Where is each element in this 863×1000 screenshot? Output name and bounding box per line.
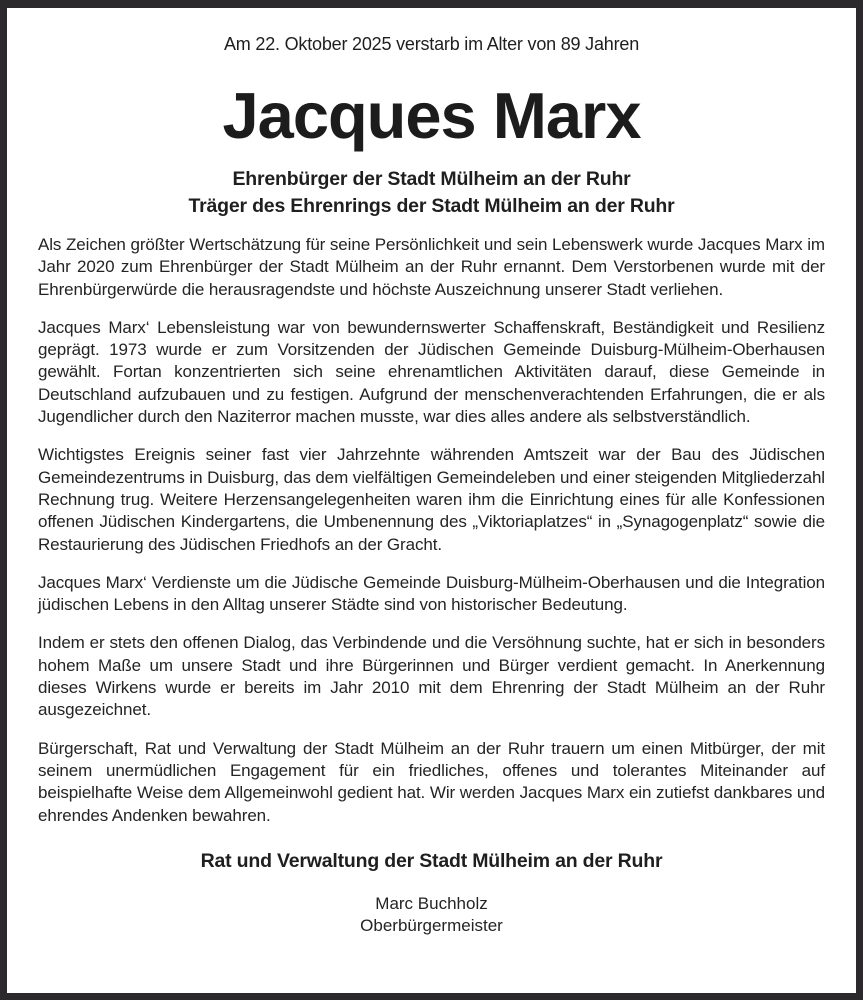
- signature-name: Marc Buchholz: [375, 893, 488, 913]
- honor-line-ring: Träger des Ehrenrings der Stadt Mülheim an der Ruhr: [188, 195, 675, 217]
- signature-block: [7, 893, 856, 938]
- honors-block: [7, 166, 856, 220]
- obituary-paragraph-6: Bürgerschaft, Rat und Verwaltung der Stadt Mülheim an der Ruhr trauern um einen Mitbürger, der mit seinem unermüdlichen Engagement für ein friedliches, offenes und tolerantes Miteinander auf beispielhafte Weise dem Allgemeinwohl gedient hat. Wir werden Jacques Marx ein zutiefst dankbares und ehrendes Andenken bewahren.: [38, 738, 825, 825]
- obituary-paragraph-4: Jacques Marx‘ Verdienste um die Jüdische Gemeinde Duisburg-Mülheim-Oberhausen und die Integration jüdischen Lebens in den Alltag unserer Städte sind von historischer Bedeutung.: [38, 572, 825, 615]
- obituary-paragraph-5: Indem er stets den offenen Dialog, das Verbindende und die Versöhnung suchte, hat er sich in besonders hohem Maße um unsere Stadt und ihre Bürgerinnen und Bürger verdient gemacht. In Anerkennung dieses Wirkens wurde er bereits im Jahr 2010 mit dem Ehrenring der Stadt Mülheim an der Ruhr ausgezeichnet.: [38, 633, 825, 720]
- obituary-paragraph-2: Jacques Marx‘ Lebensleistung war von bewundernswerter Schaffenskraft, Beständigkeit und Resilienz geprägt. 1973 wurde er zum Vorsitzenden der Jüdischen Gemeinde Duisburg-Mülheim-Oberhausen gewählt. Fortan konzentrierten sich seine ehrenamtlichen Aktivitäten darauf, diese Gemeinde in Deutschland aufzubauen und zu festigen. Aufgrund der menschenverachtenden Erfahrungen, die er als Jugendlicher durch den Naziterror machen musste, war dies alles andere als selbstverständlich.: [38, 317, 825, 427]
- death-date-line: Am 22. Oktober 2025 verstarb im Alter von 89 Jahren: [223, 34, 639, 54]
- deceased-name: Jacques Marx: [222, 79, 641, 152]
- honor-line-citizen: Ehrenbürger der Stadt Mülheim an der Ruhr: [232, 168, 631, 190]
- obituary-paragraph-1: Als Zeichen größter Wertschätzung für seine Persönlichkeit und sein Lebenswerk wurde Jacques Marx im Jahr 2020 zum Ehrenbürger der Stadt Mülheim an der Ruhr ernannt. Dem Verstorbenen wurde mit der Ehrenbürgerwürde die herausragendste und höchste Auszeichnung unserer Stadt verliehen.: [38, 235, 825, 299]
- obituary-paragraph-3: Wichtigstes Ereignis seiner fast vier Jahrzehnte währenden Amtszeit war der Bau des Jüdischen Gemeindezentrums in Duisburg, das dem vielfältigen Gemeindeleben und einer steigenden Mitgliederzahl Rechnung trug. Weitere Herzensangelegenheiten waren ihm die Einrichtung eines für alle Konfessionen offenen Jüdischen Kindergartens, die Umbenennung des „Viktoriaplatzes“ in „Synagogenplatz“ sowie die Restaurierung des Jüdischen Friedhofs an der Gracht.: [38, 445, 825, 554]
- closing-organization: Rat und Verwaltung der Stadt Mülheim an der Ruhr: [200, 849, 663, 872]
- signature-title: Oberbürgermeister: [360, 916, 503, 936]
- obituary-body: [38, 234, 825, 827]
